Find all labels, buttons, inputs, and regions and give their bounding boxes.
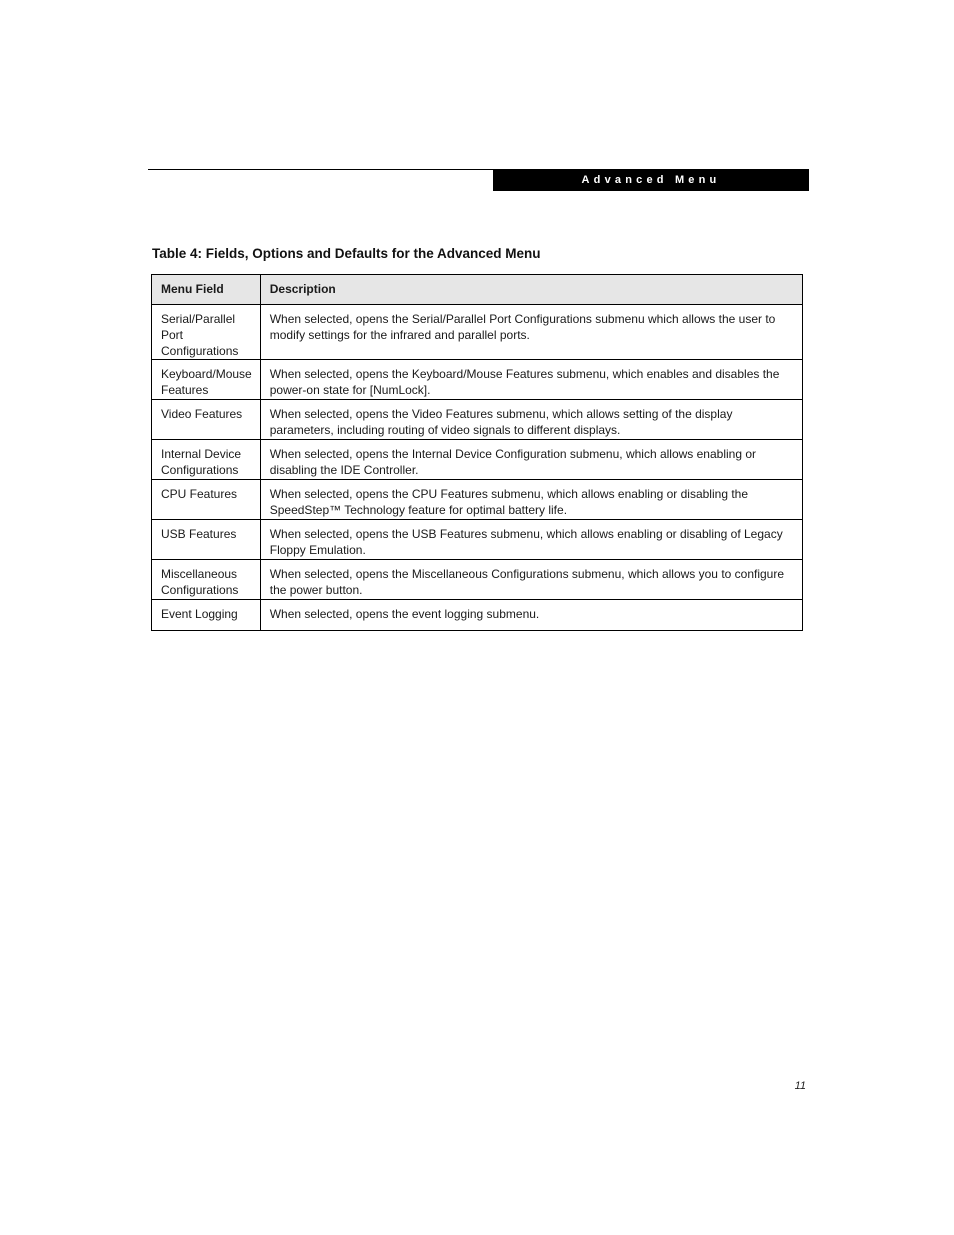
section-header-tab [493, 169, 809, 191]
menu-field-cell: USB Features [152, 520, 261, 560]
menu-field-cell: Miscellaneous Configurations [152, 560, 261, 600]
page-number: 11 [794, 1080, 806, 1092]
menu-field-cell: Video Features [152, 400, 261, 440]
table-row [152, 305, 803, 360]
description-cell: When selected, opens the event logging submenu. [260, 600, 802, 631]
menu-field-cell: Internal Device Configurations [152, 440, 261, 480]
table-header-row [152, 275, 803, 305]
description-cell: When selected, opens the Internal Device Configuration submenu, which allows enabling or disabling the IDE Controller. [260, 440, 802, 480]
menu-field-cell: Event Logging [152, 600, 261, 631]
menu-field-cell: Serial/Parallel Port Configurations [152, 305, 261, 360]
description-cell: When selected, opens the USB Features submenu, which allows enabling or disabling of Legacy Floppy Emulation. [260, 520, 802, 560]
description-cell: When selected, opens the Serial/Parallel Port Configurations submenu which allows the user to modify settings for the infrared and parallel ports. [260, 305, 802, 360]
header-rule [148, 169, 493, 170]
description-cell: When selected, opens the Miscellaneous Configurations submenu, which allows you to configure the power button. [260, 560, 802, 600]
column-header-menu-field: Menu Field [152, 275, 261, 305]
table-row [152, 600, 803, 631]
table-row [152, 400, 803, 440]
advanced-menu-table [151, 274, 803, 631]
description-cell: When selected, opens the Video Features submenu, which allows setting of the display parameters, including routing of video signals to different displays. [260, 400, 802, 440]
column-header-description: Description [260, 275, 802, 305]
section-title: Advanced Menu [581, 174, 721, 186]
table-caption: Table 4: Fields, Options and Defaults for the Advanced Menu [152, 246, 541, 261]
table-row [152, 480, 803, 520]
description-cell: When selected, opens the CPU Features submenu, which allows enabling or disabling the SpeedStep™ Technology feature for optimal battery life. [260, 480, 802, 520]
table-row [152, 440, 803, 480]
menu-field-cell: CPU Features [152, 480, 261, 520]
table-row [152, 560, 803, 600]
description-cell: When selected, opens the Keyboard/Mouse Features submenu, which enables and disables the power-on state for [NumLock]. [260, 360, 802, 400]
table-row [152, 360, 803, 400]
menu-field-cell: Keyboard/Mouse Features [152, 360, 261, 400]
table-row [152, 520, 803, 560]
